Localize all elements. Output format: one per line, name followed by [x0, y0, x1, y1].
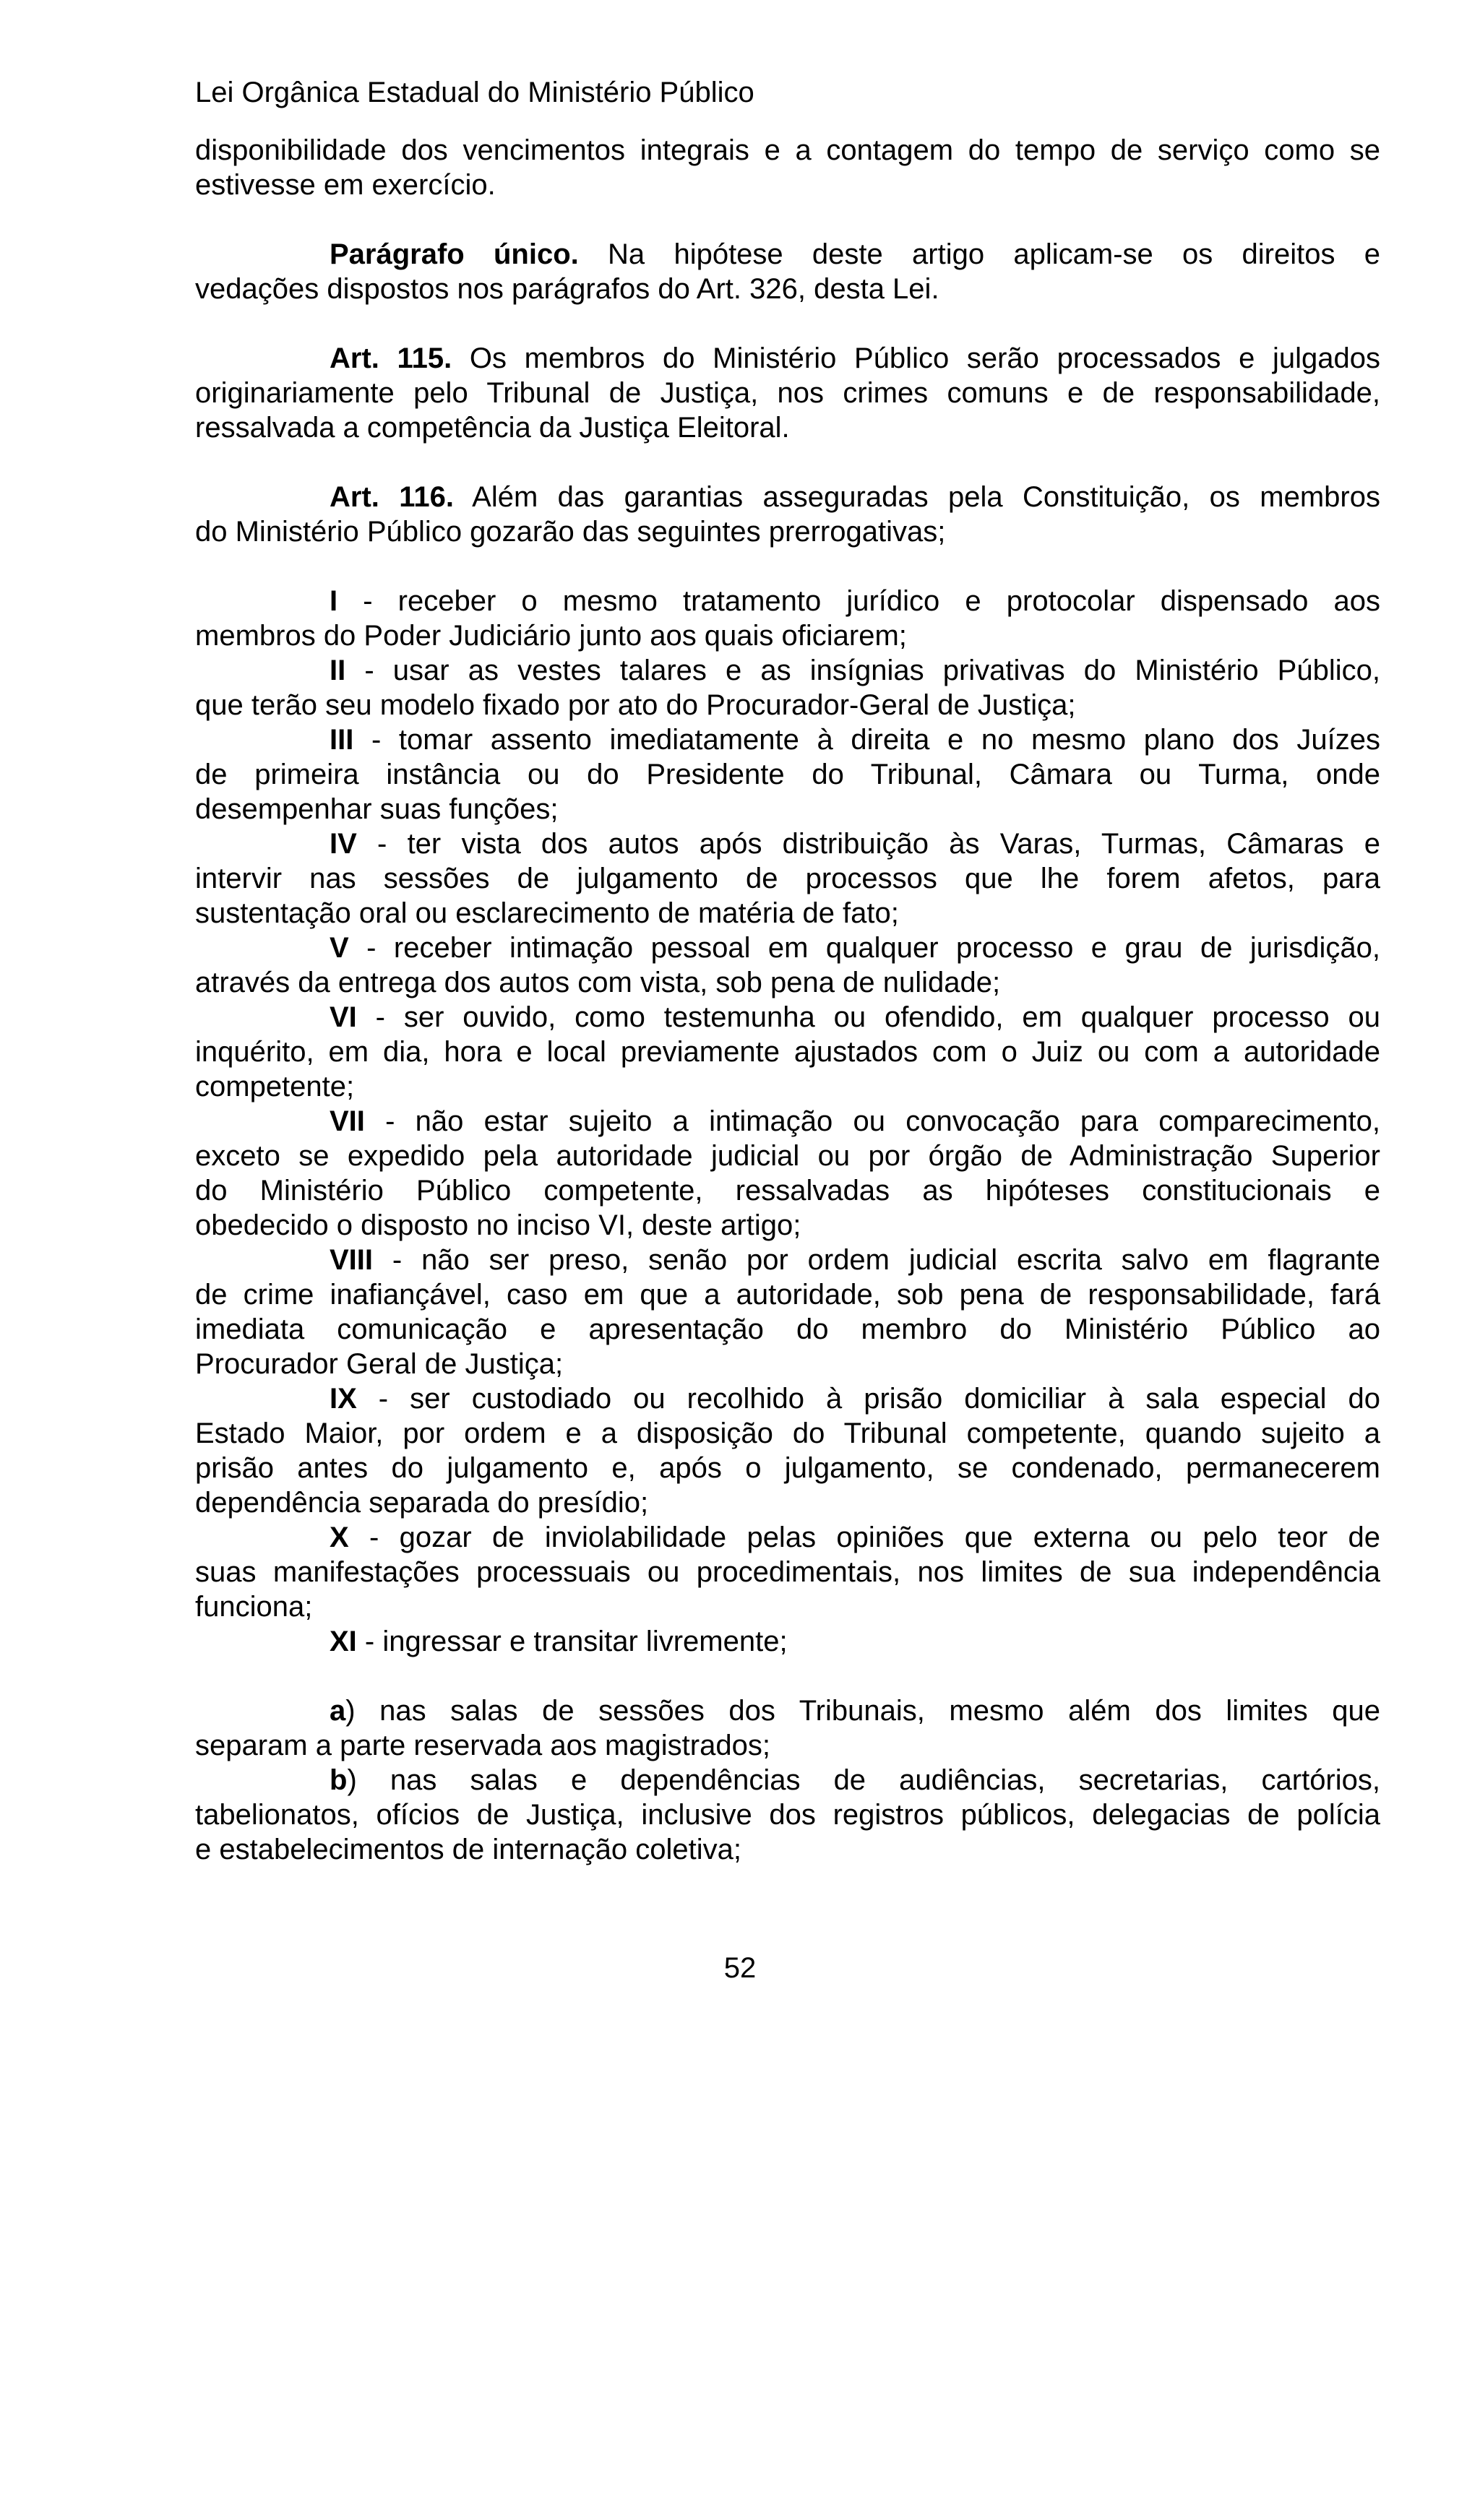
art115-line-2: originariamente pelo Tribunal de Justiça, nos crimes comuns e de responsabilidade,: [195, 377, 1380, 409]
inciso-text: - não ser preso, senão por ordem judicial escrita salvo em flagrante: [373, 1244, 1380, 1276]
alinea-letter: a: [330, 1695, 346, 1727]
inciso-number: VIII: [330, 1244, 374, 1276]
inciso-text: inquérito, em dia, hora e local previamente ajustados com o Juiz ou com a autoridade: [195, 1036, 1380, 1068]
inciso-text: do Ministério Público competente, ressalvadas as hipóteses constitucionais e: [195, 1175, 1380, 1207]
paragrafo-unico-text: Na hipótese deste artigo aplicam-se os direitos e: [578, 238, 1381, 270]
paragrafo-unico-line-2: vedações dispostos nos parágrafos do Art. 326, desta Lei.: [195, 273, 939, 305]
inciso-text: Estado Maior, por ordem e a disposição do Tribunal competente, quando sujeito a: [195, 1418, 1380, 1449]
inciso-text: suas manifestações processuais ou procedimentais, nos limites de sua independência: [195, 1556, 1380, 1588]
art115-line-3: ressalvada a competência da Justiça Eleitoral.: [195, 412, 790, 444]
intro-line-1: disponibilidade dos vencimentos integrais e a contagem do tempo de serviço como se: [195, 134, 1380, 166]
inciso-XI: [195, 1624, 1380, 1659]
inciso-number: IX: [330, 1383, 357, 1415]
inciso-text: de crime inafiançável, caso em que a autoridade, sob pena de responsabilidade, fará: [195, 1279, 1380, 1311]
inciso-text: - ser ouvido, como testemunha ou ofendido, em qualquer processo ou: [356, 1001, 1380, 1033]
inciso-text: imediata comunicação e apresentação do membro do Ministério Público ao: [195, 1313, 1380, 1345]
inciso-text: competente;: [195, 1071, 355, 1102]
inciso-IX: [195, 1381, 1380, 1520]
inciso-I: [195, 584, 1380, 653]
alinea-text: ) nas salas de sessões dos Tribunais, mesmo além dos limites que: [345, 1695, 1380, 1727]
alinea-text: tabelionatos, ofícios de Justiça, inclusive dos registros públicos, delegacias de polícia: [195, 1799, 1380, 1831]
inciso-VII: [195, 1104, 1380, 1243]
alinea-text: separam a parte reservada aos magistrados;: [195, 1730, 770, 1761]
inciso-number: XI: [330, 1626, 357, 1657]
running-header: Lei Orgânica Estadual do Ministério Público: [195, 77, 754, 108]
inciso-number: VII: [330, 1105, 365, 1137]
inciso-text: - gozar de inviolabilidade pelas opiniões que externa ou pelo teor de: [348, 1522, 1380, 1553]
inciso-text: que terão seu modelo fixado por ato do Procurador-Geral de Justiça;: [195, 689, 1076, 721]
inciso-text: - ingressar e transitar livremente;: [356, 1626, 788, 1657]
inciso-text: - usar as vestes talares e as insígnias privativas do Ministério Público,: [345, 655, 1380, 686]
inciso-text: através da entrega dos autos com vista, sob pena de nulidade;: [195, 967, 1001, 998]
inciso-number: IV: [330, 828, 357, 860]
inciso-text: - ter vista dos autos após distribuição às Varas, Turmas, Câmaras e: [356, 828, 1380, 860]
inciso-text: obedecido o disposto no inciso VI, deste artigo;: [195, 1209, 801, 1241]
art115-text: Os membros do Ministério Público serão processados e julgados: [452, 342, 1380, 374]
inciso-number: II: [330, 655, 346, 686]
art116-text: Além das garantias asseguradas pela Constituição, os membros: [453, 481, 1380, 513]
inciso-number: I: [330, 585, 338, 617]
inciso-text: Procurador Geral de Justiça;: [195, 1348, 564, 1380]
art116-label: Art. 116.: [330, 481, 454, 513]
document-body: [195, 133, 1380, 1867]
art115-label: Art. 115.: [330, 342, 452, 374]
inciso-VIII: [195, 1243, 1380, 1381]
inciso-text: - não estar sujeito a intimação ou convocação para comparecimento,: [364, 1105, 1380, 1137]
inciso-II: [195, 653, 1380, 722]
inciso-text: - tomar assento imediatamente à direita e no mesmo plano dos Juízes: [353, 724, 1380, 756]
alinea-b: [195, 1763, 1380, 1867]
inciso-text: sustentação oral ou esclarecimento de matéria de fato;: [195, 897, 899, 929]
inciso-number: X: [330, 1522, 349, 1553]
inciso-V: [195, 931, 1380, 1000]
inciso-VI: [195, 1000, 1380, 1104]
art116-line-2: do Ministério Público gozarão das seguintes prerrogativas;: [195, 516, 946, 548]
inciso-X: [195, 1520, 1380, 1624]
inciso-text: - ser custodiado ou recolhido à prisão domiciliar à sala especial do: [356, 1383, 1380, 1415]
alinea-text: ) nas salas e dependências de audiências, secretarias, cartórios,: [347, 1764, 1380, 1796]
paragrafo-unico-line-1: [195, 237, 1380, 272]
inciso-text: - receber o mesmo tratamento jurídico e protocolar dispensado aos: [337, 585, 1380, 617]
inciso-text: desempenhar suas funções;: [195, 793, 559, 825]
inciso-text: membros do Poder Judiciário junto aos quais oficiarem;: [195, 620, 907, 652]
inciso-text: dependência separada do presídio;: [195, 1487, 649, 1519]
inciso-number: V: [330, 932, 349, 964]
page-number: 52: [723, 1952, 757, 1984]
inciso-III: [195, 722, 1380, 827]
inciso-text: exceto se expedido pela autoridade judicial ou por órgão de Administração Superior: [195, 1140, 1380, 1172]
intro-line-2: estivesse em exercício.: [195, 169, 496, 201]
inciso-number: VI: [330, 1001, 357, 1033]
inciso-text: prisão antes do julgamento e, após o julgamento, se condenado, permanecerem: [195, 1452, 1380, 1484]
inciso-text: de primeira instância ou do Presidente do Tribunal, Câmara ou Turma, onde: [195, 759, 1380, 790]
inciso-number: III: [330, 724, 354, 756]
paragrafo-unico-label: Parágrafo único.: [330, 238, 579, 270]
inciso-text: funciona;: [195, 1591, 313, 1623]
inciso-text: intervir nas sessões de julgamento de processos que lhe forem afetos, para: [195, 863, 1380, 894]
art116-line-1: [195, 480, 1380, 514]
alinea-letter: b: [330, 1764, 348, 1796]
art115-line-1: [195, 341, 1380, 376]
inciso-IV: [195, 827, 1380, 931]
alinea-a: [195, 1693, 1380, 1763]
inciso-text: - receber intimação pessoal em qualquer processo e grau de jurisdição,: [348, 932, 1380, 964]
alinea-text: e estabelecimentos de internação coletiva;: [195, 1834, 742, 1865]
